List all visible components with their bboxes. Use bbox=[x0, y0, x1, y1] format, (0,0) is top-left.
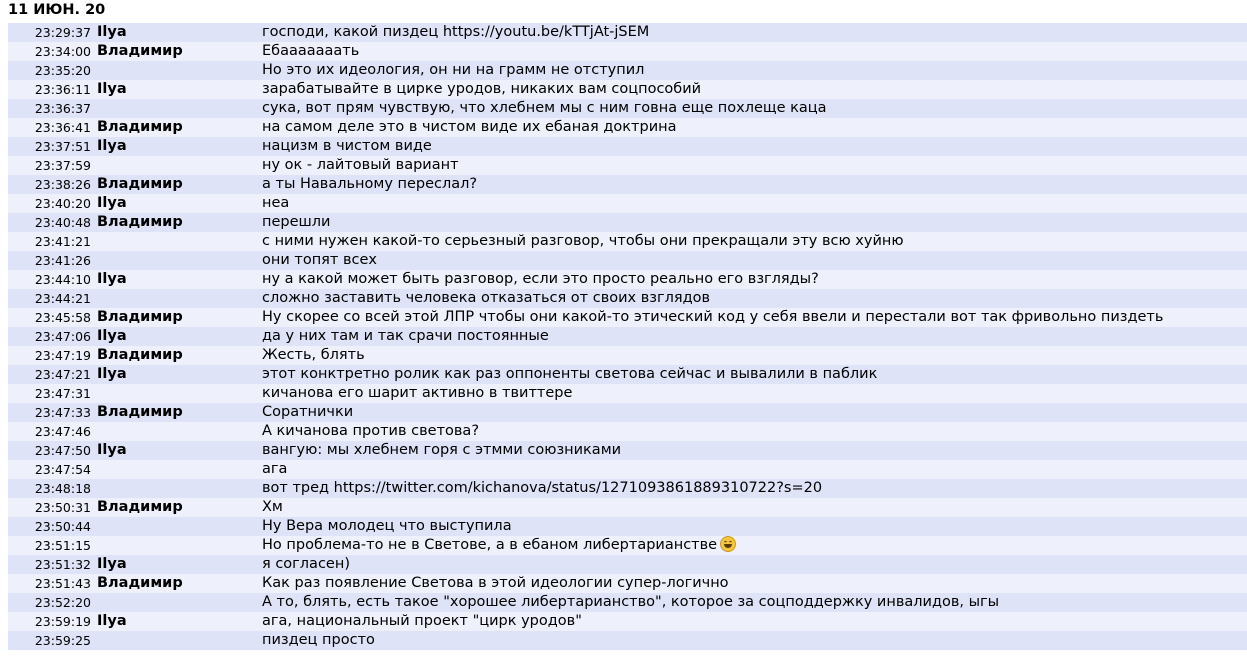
message-row bbox=[8, 270, 1247, 289]
message-text[interactable]: ну ок - лайтовый вариант bbox=[262, 157, 459, 173]
message-text[interactable]: сложно заставить человека отказаться от своих взглядов bbox=[262, 290, 711, 306]
message-author: Владимир bbox=[97, 309, 183, 325]
message-row bbox=[8, 460, 1247, 479]
message-row bbox=[8, 175, 1247, 194]
message-text[interactable]: с ними нужен какой-то серьезный разговор, чтобы они прекращали эту всю хуйню bbox=[262, 233, 904, 249]
message-text[interactable]: Ну скорее со всей этой ЛПР чтобы они какой-то этический код у себя ввели и перестали вот так фривольно пиздеть bbox=[262, 309, 1164, 325]
message-row bbox=[8, 327, 1247, 346]
message-author: Владимир bbox=[97, 499, 183, 515]
message-row bbox=[8, 536, 1247, 555]
message-text[interactable]: Как раз появление Светова в этой идеологии супер-логично bbox=[262, 575, 729, 591]
message-text-container bbox=[262, 80, 701, 99]
message-text-container bbox=[262, 403, 353, 422]
message-text[interactable]: неа bbox=[262, 195, 290, 211]
message-row bbox=[8, 308, 1247, 327]
message-timestamp: 23:36:41 bbox=[34, 120, 91, 135]
message-text-container bbox=[262, 42, 359, 61]
message-text[interactable]: Жесть, блять bbox=[262, 347, 365, 363]
message-text-container bbox=[262, 574, 729, 593]
message-timestamp: 23:50:44 bbox=[34, 519, 91, 534]
message-row bbox=[8, 232, 1247, 251]
message-row bbox=[8, 403, 1247, 422]
message-timestamp: 23:47:21 bbox=[34, 367, 91, 382]
message-row bbox=[8, 422, 1247, 441]
message-timestamp: 23:47:33 bbox=[34, 405, 91, 420]
message-text-container bbox=[262, 555, 350, 574]
message-row bbox=[8, 555, 1247, 574]
message-text-container bbox=[262, 631, 375, 650]
message-text[interactable]: сука, вот прям чувствую, что хлебнем мы с ним говна еще похлеще каца bbox=[262, 100, 827, 116]
message-timestamp: 23:41:26 bbox=[34, 253, 91, 268]
message-text[interactable]: а ты Навальному переслал? bbox=[262, 176, 478, 192]
message-text-container bbox=[262, 118, 676, 137]
message-text-container bbox=[262, 517, 512, 536]
message-text[interactable]: нацизм в чистом виде bbox=[262, 138, 432, 154]
message-text[interactable]: А то, блять, есть такое "хорошее либертарианство", которое за соцподдержку инвалидов, ыгы bbox=[262, 594, 1000, 610]
grinning-face-with-sweat-icon bbox=[720, 536, 736, 552]
message-text-container bbox=[262, 156, 459, 175]
message-timestamp: 23:29:37 bbox=[34, 25, 91, 40]
message-timestamp: 23:50:31 bbox=[34, 500, 91, 515]
message-timestamp: 23:40:20 bbox=[34, 196, 91, 211]
message-author: Ilya bbox=[97, 442, 127, 458]
message-text-container bbox=[262, 460, 287, 479]
message-author: Ilya bbox=[97, 195, 127, 211]
message-row bbox=[8, 441, 1247, 460]
message-text[interactable]: Соратнички bbox=[262, 404, 354, 420]
message-row bbox=[8, 251, 1247, 270]
message-text[interactable]: зарабатывайте в цирке уродов, никаких вам соцпособий bbox=[262, 81, 702, 97]
date-header: 11 ИЮН. 20 bbox=[8, 2, 106, 18]
message-text-container bbox=[262, 308, 1163, 327]
message-row bbox=[8, 194, 1247, 213]
message-text[interactable]: да у них там и так срачи постоянные bbox=[262, 328, 549, 344]
message-row bbox=[8, 631, 1247, 650]
message-row bbox=[8, 289, 1247, 308]
message-text[interactable]: этот конктретно ролик как раз оппоненты светова сейчас и вывалили в паблик bbox=[262, 366, 878, 382]
message-text[interactable]: вангую: мы хлебнем горя с этмми союзниками bbox=[262, 442, 622, 458]
message-text-container bbox=[262, 498, 283, 517]
message-author: Владимир bbox=[97, 214, 183, 230]
message-timestamp: 23:59:25 bbox=[34, 633, 91, 648]
message-row bbox=[8, 118, 1247, 137]
message-row bbox=[8, 479, 1247, 498]
message-author: Владимир bbox=[97, 404, 183, 420]
message-text-container bbox=[262, 346, 365, 365]
message-timestamp: 23:48:18 bbox=[34, 481, 91, 496]
message-text[interactable]: ага bbox=[262, 461, 288, 477]
message-timestamp: 23:37:51 bbox=[34, 139, 91, 154]
message-text-container bbox=[262, 422, 479, 441]
message-row bbox=[8, 517, 1247, 536]
message-timestamp: 23:47:46 bbox=[34, 424, 91, 439]
message-timestamp: 23:37:59 bbox=[34, 158, 91, 173]
message-row bbox=[8, 23, 1247, 42]
message-author: Владимир bbox=[97, 176, 183, 192]
message-timestamp: 23:41:21 bbox=[34, 234, 91, 249]
message-row bbox=[8, 99, 1247, 118]
message-author: Ilya bbox=[97, 138, 127, 154]
message-timestamp: 23:34:00 bbox=[34, 44, 91, 59]
message-text-container bbox=[262, 99, 827, 118]
message-row bbox=[8, 593, 1247, 612]
message-text[interactable]: перешли bbox=[262, 214, 331, 230]
message-author: Ilya bbox=[97, 328, 127, 344]
message-text-container bbox=[262, 384, 572, 403]
message-timestamp: 23:51:15 bbox=[34, 538, 91, 553]
message-text-container bbox=[262, 175, 477, 194]
message-text[interactable]: вот тред https://twitter.com/kichanova/status/1271093861889310722?s=20 bbox=[262, 480, 823, 496]
message-timestamp: 23:36:11 bbox=[34, 82, 91, 97]
message-timestamp: 23:47:50 bbox=[34, 443, 91, 458]
message-text-container bbox=[262, 479, 822, 498]
message-author: Ilya bbox=[97, 556, 127, 572]
message-author: Ilya bbox=[97, 366, 127, 382]
message-text-container bbox=[262, 137, 432, 156]
message-author: Владимир bbox=[97, 43, 183, 59]
message-timestamp: 23:47:31 bbox=[34, 386, 91, 401]
message-text[interactable]: Но это их идеология, он ни на грамм не отступил bbox=[262, 62, 645, 78]
message-row bbox=[8, 498, 1247, 517]
message-text[interactable]: Ну Вера молодец что выступила bbox=[262, 518, 512, 534]
message-author: Ilya bbox=[97, 271, 127, 287]
message-text-container bbox=[262, 61, 644, 80]
message-timestamp: 23:51:43 bbox=[34, 576, 91, 591]
message-timestamp: 23:45:58 bbox=[34, 310, 91, 325]
message-text-container bbox=[262, 232, 904, 251]
message-timestamp: 23:59:19 bbox=[34, 614, 91, 629]
message-text[interactable]: они топят всех bbox=[262, 252, 377, 268]
message-text-container bbox=[262, 194, 289, 213]
message-author: Владимир bbox=[97, 575, 183, 591]
message-text[interactable]: ага, национальный проект "цирк уродов" bbox=[262, 613, 582, 629]
message-text-container bbox=[262, 289, 710, 308]
message-text[interactable]: Ебааааааать bbox=[262, 43, 360, 59]
message-row bbox=[8, 574, 1247, 593]
message-row bbox=[8, 346, 1247, 365]
message-text-container bbox=[262, 441, 621, 460]
message-timestamp: 23:47:06 bbox=[34, 329, 91, 344]
message-text[interactable]: ну а какой может быть разговор, если это просто реально его взгляды? bbox=[262, 271, 819, 287]
message-author: Ilya bbox=[97, 24, 127, 40]
message-timestamp: 23:52:20 bbox=[34, 595, 91, 610]
message-row bbox=[8, 42, 1247, 61]
message-text[interactable]: я согласен) bbox=[262, 556, 350, 572]
message-timestamp: 23:38:26 bbox=[34, 177, 91, 192]
message-row bbox=[8, 80, 1247, 99]
message-timestamp: 23:40:48 bbox=[34, 215, 91, 230]
message-timestamp: 23:36:37 bbox=[34, 101, 91, 116]
message-text[interactable]: на самом деле это в чистом виде их ебаная доктрина bbox=[262, 119, 677, 135]
message-text[interactable]: Хм bbox=[262, 499, 283, 515]
message-text[interactable]: кичанова его шарит активно в твиттере bbox=[262, 385, 573, 401]
message-text-container bbox=[262, 612, 582, 631]
message-row bbox=[8, 156, 1247, 175]
message-text-container bbox=[262, 327, 549, 346]
message-author: Владимир bbox=[97, 347, 183, 363]
message-row bbox=[8, 137, 1247, 156]
message-author: Ilya bbox=[97, 613, 127, 629]
message-text[interactable]: А кичанова против светова? bbox=[262, 423, 480, 439]
message-text-container bbox=[262, 536, 736, 555]
message-timestamp: 23:44:10 bbox=[34, 272, 91, 287]
message-text[interactable]: Но проблема-то не в Светове, а в ебаном либертарианстве bbox=[262, 537, 718, 553]
message-timestamp: 23:44:21 bbox=[34, 291, 91, 306]
message-row bbox=[8, 61, 1247, 80]
message-text[interactable]: господи, какой пиздец https://youtu.be/kTTjAt-jSEM bbox=[262, 24, 650, 40]
message-row bbox=[8, 384, 1247, 403]
message-text-container bbox=[262, 270, 819, 289]
message-text-container bbox=[262, 213, 331, 232]
message-timestamp: 23:35:20 bbox=[34, 63, 91, 78]
message-text[interactable]: пиздец просто bbox=[262, 632, 375, 648]
message-timestamp: 23:47:54 bbox=[34, 462, 91, 477]
message-row bbox=[8, 612, 1247, 631]
message-timestamp: 23:47:19 bbox=[34, 348, 91, 363]
message-row bbox=[8, 365, 1247, 384]
message-text-container bbox=[262, 251, 377, 270]
message-row bbox=[8, 213, 1247, 232]
message-text-container bbox=[262, 593, 999, 612]
message-author: Владимир bbox=[97, 119, 183, 135]
message-list bbox=[8, 23, 1247, 650]
message-text-container bbox=[262, 365, 877, 384]
message-author: Ilya bbox=[97, 81, 127, 97]
message-text-container bbox=[262, 23, 649, 42]
message-timestamp: 23:51:32 bbox=[34, 557, 91, 572]
